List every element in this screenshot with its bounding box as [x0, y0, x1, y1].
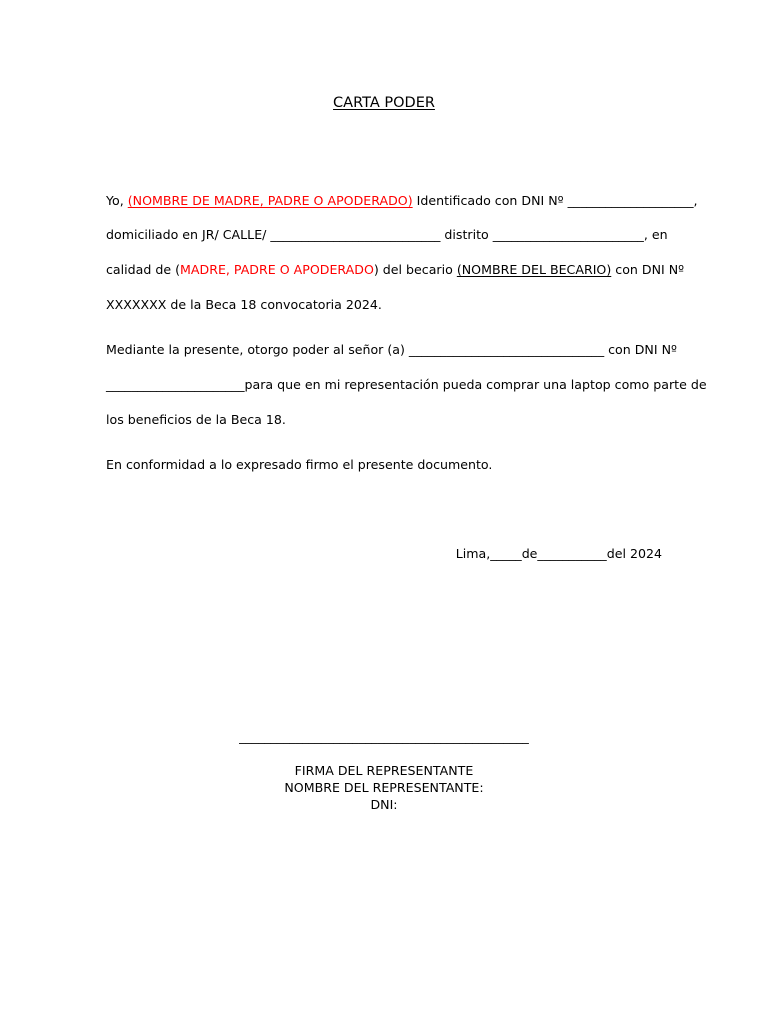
date-line: Lima,_____de___________del 2024: [455, 546, 662, 561]
role-placeholder: MADRE, PADRE O APODERADO: [180, 262, 374, 277]
paragraph-2-line-3: los beneficios de la Beca 18.: [106, 412, 286, 427]
paragraph-2-line-1: Mediante la presente, otorgo poder al señor (a) _______________________________ con DNI Nº: [106, 342, 677, 357]
signature-line: ______________________________________________: [239, 729, 529, 744]
document-title: CARTA PODER: [333, 95, 435, 111]
paragraph-2-line-2: ______________________para que en mi representación pueda comprar una laptop como parte de: [106, 377, 707, 392]
paragraph-1-line-4: XXXXXXX de la Beca 18 convocatoria 2024.: [106, 297, 382, 312]
becario-name-placeholder: (NOMBRE DEL BECARIO): [456, 262, 612, 277]
parent-name-placeholder: (NOMBRE DE MADRE, PADRE O APODERADO): [127, 193, 413, 208]
signature-nombre-label: NOMBRE DEL REPRESENTANTE:: [284, 780, 484, 795]
paragraph-1-line-2: domiciliado en JR/ CALLE/ ___________________________ distrito ________________________, en: [106, 227, 668, 242]
signature-dni-label: DNI:: [370, 797, 398, 812]
paragraph-1-line-3: [106, 261, 685, 279]
text-del-becario: ) del becario: [373, 262, 457, 277]
text-identificado-dni: Identificado con DNI Nº ____________________,: [412, 193, 698, 208]
text-con-dni: con DNI Nº: [611, 262, 685, 277]
signature-firma-label: FIRMA DEL REPRESENTANTE: [294, 763, 474, 778]
text-yo: Yo,: [106, 193, 128, 208]
paragraph-1-line-1: [106, 192, 698, 210]
text-calidad-de: calidad de (: [106, 262, 181, 277]
paragraph-3: En conformidad a lo expresado firmo el presente documento.: [106, 457, 493, 472]
